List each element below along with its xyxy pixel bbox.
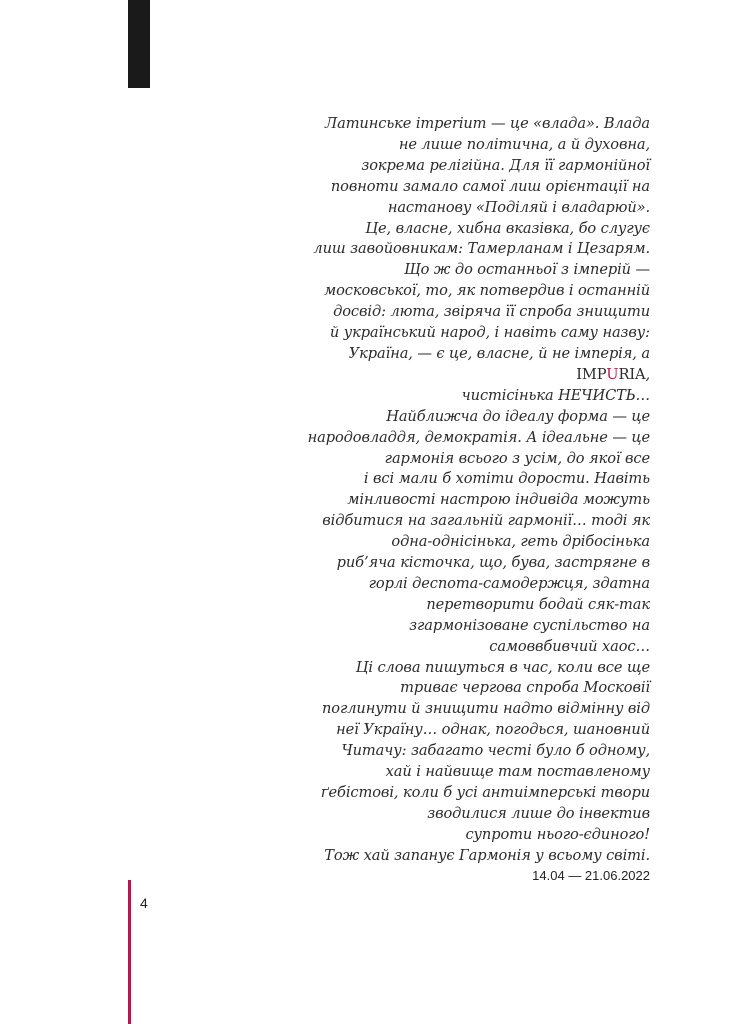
poem-line: неї Україну… однак, погодься, шановний <box>336 721 650 739</box>
impuria-comma: , <box>645 365 650 383</box>
poem-line: хай і найвище там поставленому <box>385 763 650 781</box>
poem-line: мінливості настрою індивіда можуть <box>347 491 650 509</box>
poem-line: гармонія всього з усім, до якої все <box>384 449 650 467</box>
poem-line: народовладдя, демократія. А ідеальне — це <box>307 428 650 446</box>
poem-line: відбитися на загальній гармонії… тоді як <box>322 512 650 530</box>
poem-line: перетворити бодай сяк-так <box>426 595 650 613</box>
poem-line: Це, власне, хибна вказівка, бо слугує <box>365 219 650 237</box>
poem-line: й український народ, і навіть саму назву: <box>329 324 650 342</box>
impuria-highlight-letter: U <box>606 365 619 383</box>
poem-line: згармонізоване суспільство на <box>409 616 650 634</box>
poem-line: Латинське imperium — це «влада». Влада <box>325 115 650 132</box>
poem-line: самоввбивчий хаос… <box>489 637 650 655</box>
poem-line: зокрема релігійна. Для її гармонійної <box>361 156 650 174</box>
side-accent-line <box>128 880 131 1024</box>
date-range: 14.04 — 21.06.2022 <box>532 868 650 883</box>
poem-line: поглинути й знищити надто відмінну від <box>321 700 650 718</box>
poem-line: риб’яча кісточка, що, бува, застрягне в <box>336 554 650 572</box>
poem-line: досвід: люта, звіряча її спроба знищити <box>333 303 650 321</box>
poem-line: Україна, — є це, власне, й не імперія, а <box>348 344 650 362</box>
poem-line: ґебістові, коли б усі антиімперські твори <box>320 784 650 801</box>
poem-line: Тож хай запанує Гармонія у всьому світі. <box>324 846 650 864</box>
poem-line: супроти нього-єдиного! <box>465 825 650 843</box>
impuria-prefix: IMP <box>576 365 607 383</box>
poem-line: одна-однісінька, геть дрібосінька <box>391 533 650 551</box>
poem-line: чистісінька НЕЧИСТЬ… <box>461 386 650 404</box>
poem-line: Що ж до останньої з імперій — <box>404 261 650 279</box>
poem-line: Читачу: забагато честі було б одному, <box>341 742 650 760</box>
poem-line: лиш завойовникам: Тамерланам і Цезарям. <box>313 240 650 258</box>
poem-line: Ці слова пишуться в час, коли все ще <box>355 658 650 676</box>
page-number: 4 <box>140 895 148 911</box>
impuria-word <box>576 366 645 383</box>
poem-text <box>270 114 650 867</box>
poem-line: триває чергова спроба Московії <box>400 679 650 697</box>
impuria-ending: RIA <box>618 365 646 383</box>
poem-line: повноти замало самої лиш орієнтації на <box>330 177 650 195</box>
poem-line: настанову «Поділяй і владарюй». <box>387 198 650 216</box>
poem-line: Найближча до ідеалу форма — це <box>386 407 650 425</box>
poem-line: не лише політична, а й духовна, <box>398 135 650 153</box>
impuria-line <box>270 365 650 386</box>
poem-line: горлі деспота-самодержця, здатна <box>368 574 650 592</box>
poem-line: і всі мали б хотіти дорости. Навіть <box>363 470 650 488</box>
poem-line: зводилися лише до інвектив <box>427 804 650 822</box>
top-decorative-bar <box>128 0 150 88</box>
poem-line: московської, то, як потвердив і останній <box>324 282 650 300</box>
